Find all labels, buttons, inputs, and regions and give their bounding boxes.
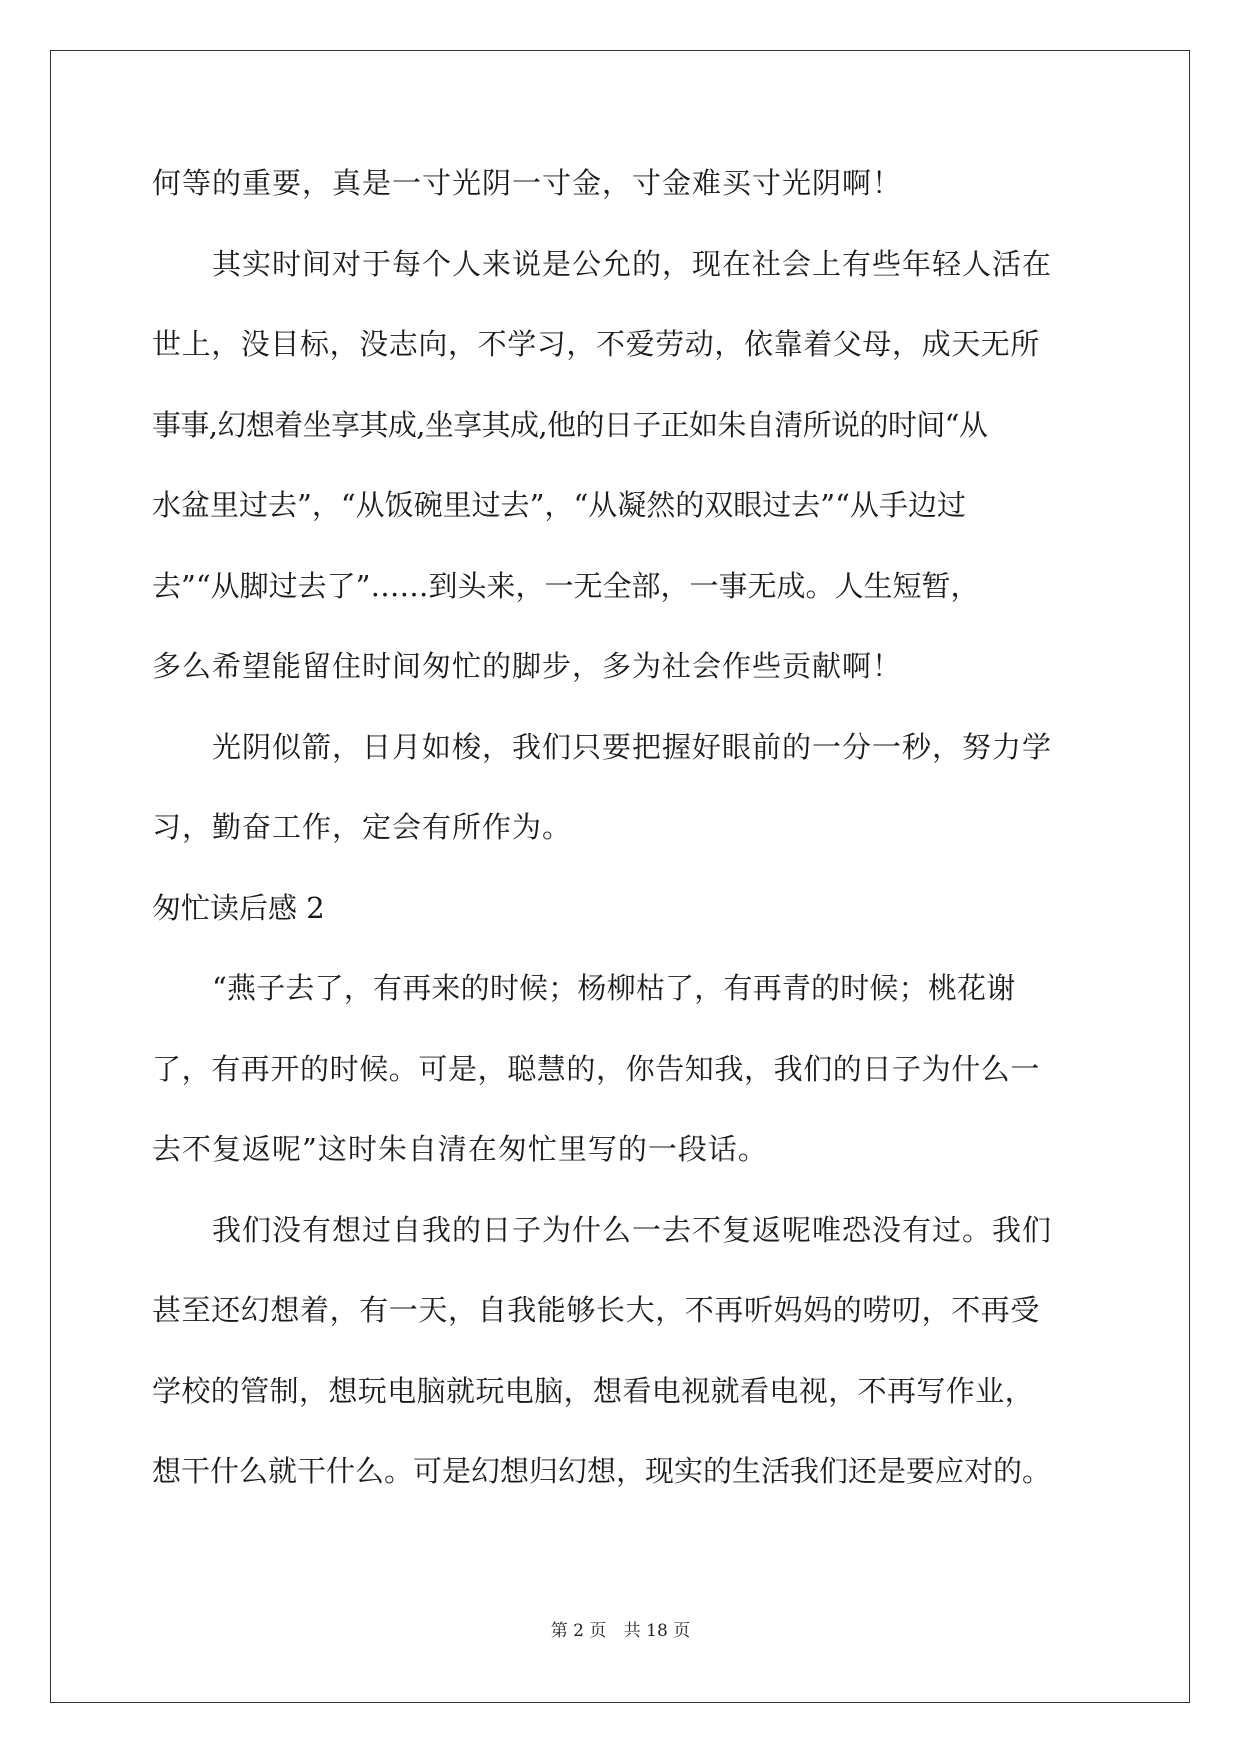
page-number: 第 2 页 (550, 1621, 607, 1641)
paragraph-start: “燕子去了，有再来的时候；杨柳枯了，有再青的时候；桃花谢 (212, 971, 1016, 1005)
page-footer (0, 1616, 1241, 1641)
text-line: 学校的管制，想玩电脑就玩电脑，想看电视就看电视，不再写作业， (152, 1373, 1035, 1408)
text-line: 了，有再开的时候。可是，聪慧的，你告知我，我们的日子为什么一 (152, 1051, 1041, 1086)
paragraph-start: 其实时间对于每个人来说是公允的，现在社会上有些年轻人活在 (212, 246, 1053, 281)
page-total: 共 18 页 (623, 1621, 691, 1641)
text-line: 世上，没目标，没志向，不学习，不爱劳动，依靠着父母，成天无所 (152, 327, 1041, 361)
text-line: 多么希望能留住时间匆忙的脚步，多为社会作些贡献啊！ (152, 649, 903, 683)
document-body (152, 163, 1092, 1532)
text-line: 何等的重要，真是一寸光阴一寸金，寸金难买寸光阴啊！ (152, 166, 903, 200)
text-line: 习，勤奋工作，定会有所作为。 (152, 810, 573, 844)
section-heading: 匆忙读后感 2 (152, 890, 325, 925)
text-line: 事事,幻想着坐享其成,坐享其成,他的日子正如朱自清所说的时间“从 (152, 407, 988, 442)
text-line: 水盆里过去”，“从饭碗里过去”，“从凝然的双眼过去”“从手边过 (152, 488, 966, 522)
text-line: 去不复返呢”这时朱自清在匆忙里写的一段话。 (152, 1132, 768, 1166)
paragraph-start: 我们没有想过自我的日子为什么一去不复返呢唯恐没有过。我们 (212, 1212, 1053, 1247)
text-line: 想干什么就干什么。可是幻想归幻想，现实的生活我们还是要应对的。 (152, 1454, 1052, 1488)
paragraph-start: 光阴似箭，日月如梭，我们只要把握好眼前的一分一秒，努力学 (212, 729, 1053, 764)
text-line: 去”“从脚过去了”……到头来，一无全部，一事无成。人生短暂， (152, 568, 980, 603)
text-line: 甚至还幻想着，有一天，自我能够长大，不再听妈妈的唠叨，不再受 (152, 1293, 1041, 1327)
